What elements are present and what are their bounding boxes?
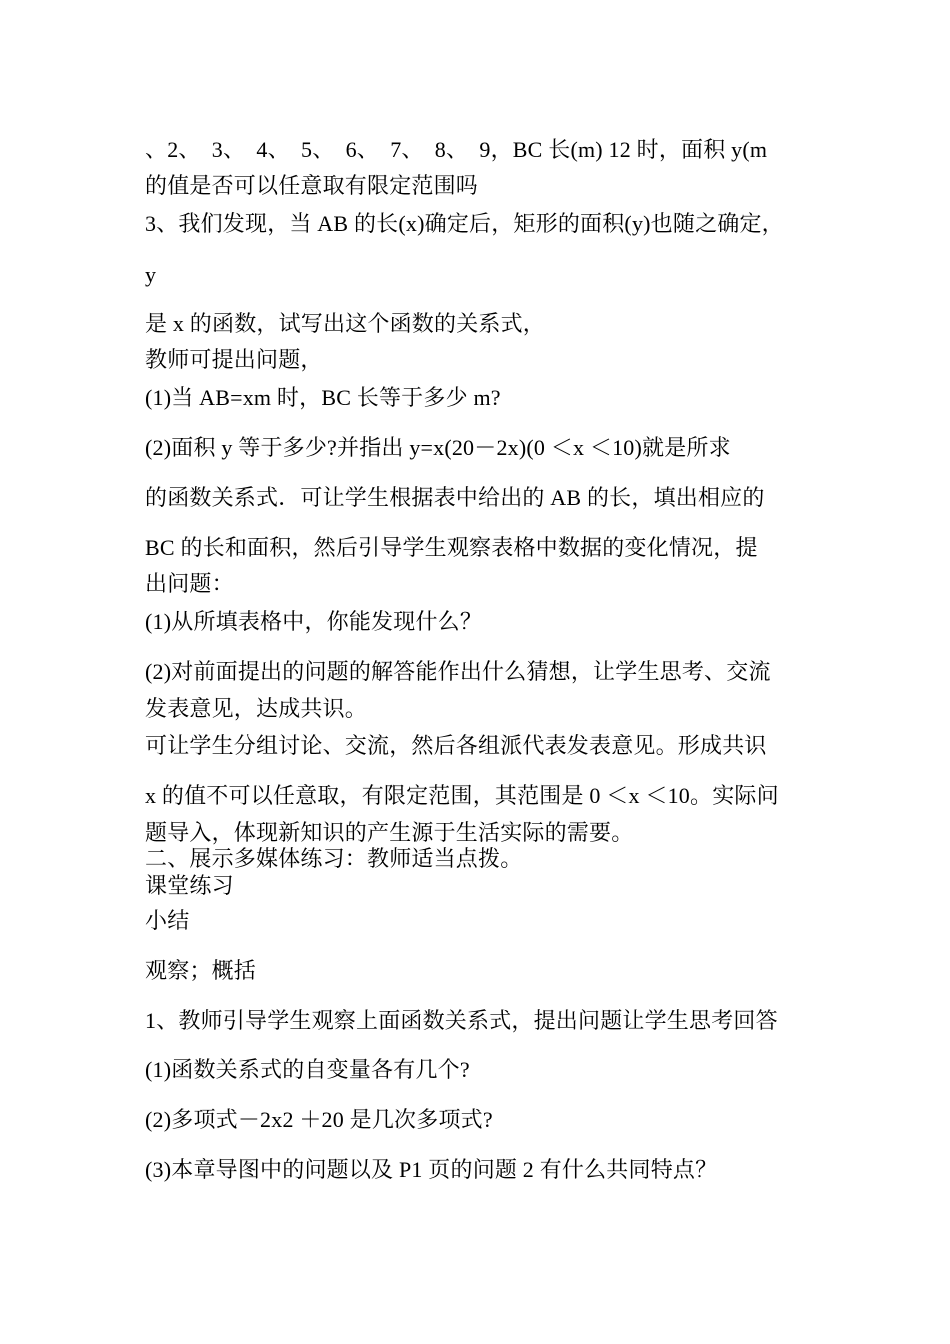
text-line: 小结 [145, 908, 190, 933]
text-line: 的函数关系式．可让学生根据表中给出的 AB 的长，填出相应的 [145, 485, 765, 510]
text-line: 是 x 的函数，试写出这个函数的关系式， [145, 311, 546, 336]
text-line: (2)多项式－2x2 ＋20 是几次多项式? [145, 1107, 493, 1132]
text-line: 、2、 3、 4、 5、 6、 7、 8、 9，BC 长(m) 12 时，面积 y(m [145, 137, 768, 162]
text-line: (3)本章导图中的问题以及 P1 页的问题 2 有什么共同特点？ [145, 1157, 718, 1182]
text-line: (1)当 AB=xm 时，BC 长等于多少 m? [145, 385, 501, 410]
text-line: 可让学生分组讨论、交流，然后各组派代表发表意见。形成共识 [145, 733, 767, 758]
text-line: 出问题： [145, 571, 234, 596]
text-line: 二、展示多媒体练习：教师适当点拨。 [145, 846, 523, 871]
text-line: 1、教师引导学生观察上面函数关系式，提出问题让学生思考回答 [145, 1008, 778, 1033]
text-line: BC 的长和面积，然后引导学生观察表格中数据的变化情况，提 [145, 535, 758, 560]
text-line: 的值是否可以任意取有限定范围吗 [145, 173, 479, 198]
text-line: (2)对前面提出的问题的解答能作出什么猜想，让学生思考、交流 [145, 659, 771, 684]
text-line: (2)面积 y 等于多少?并指出 y=x(20－2x)(0 ＜x ＜10)就是所求 [145, 435, 731, 460]
text-line: 教师可提出问题， [145, 347, 323, 372]
text-line: (1)函数关系式的自变量各有几个? [145, 1057, 470, 1082]
text-line: x 的值不可以任意取，有限定范围，其范围是 0 ＜x ＜10。实际问 [145, 783, 779, 808]
text-line: 发表意见，达成共识。 [145, 696, 368, 721]
text-line: 3、我们发现，当 AB 的长(x)确定后，矩形的面积(y)也随之确定， [145, 211, 784, 236]
text-line: y [145, 262, 157, 287]
text-line: (1)从所填表格中，你能发现什么？ [145, 609, 483, 634]
text-line: 课堂练习 [145, 873, 234, 898]
text-line: 题导入，体现新知识的产生源于生活实际的需要。 [145, 820, 634, 845]
text-line: 观察；概括 [145, 958, 257, 983]
